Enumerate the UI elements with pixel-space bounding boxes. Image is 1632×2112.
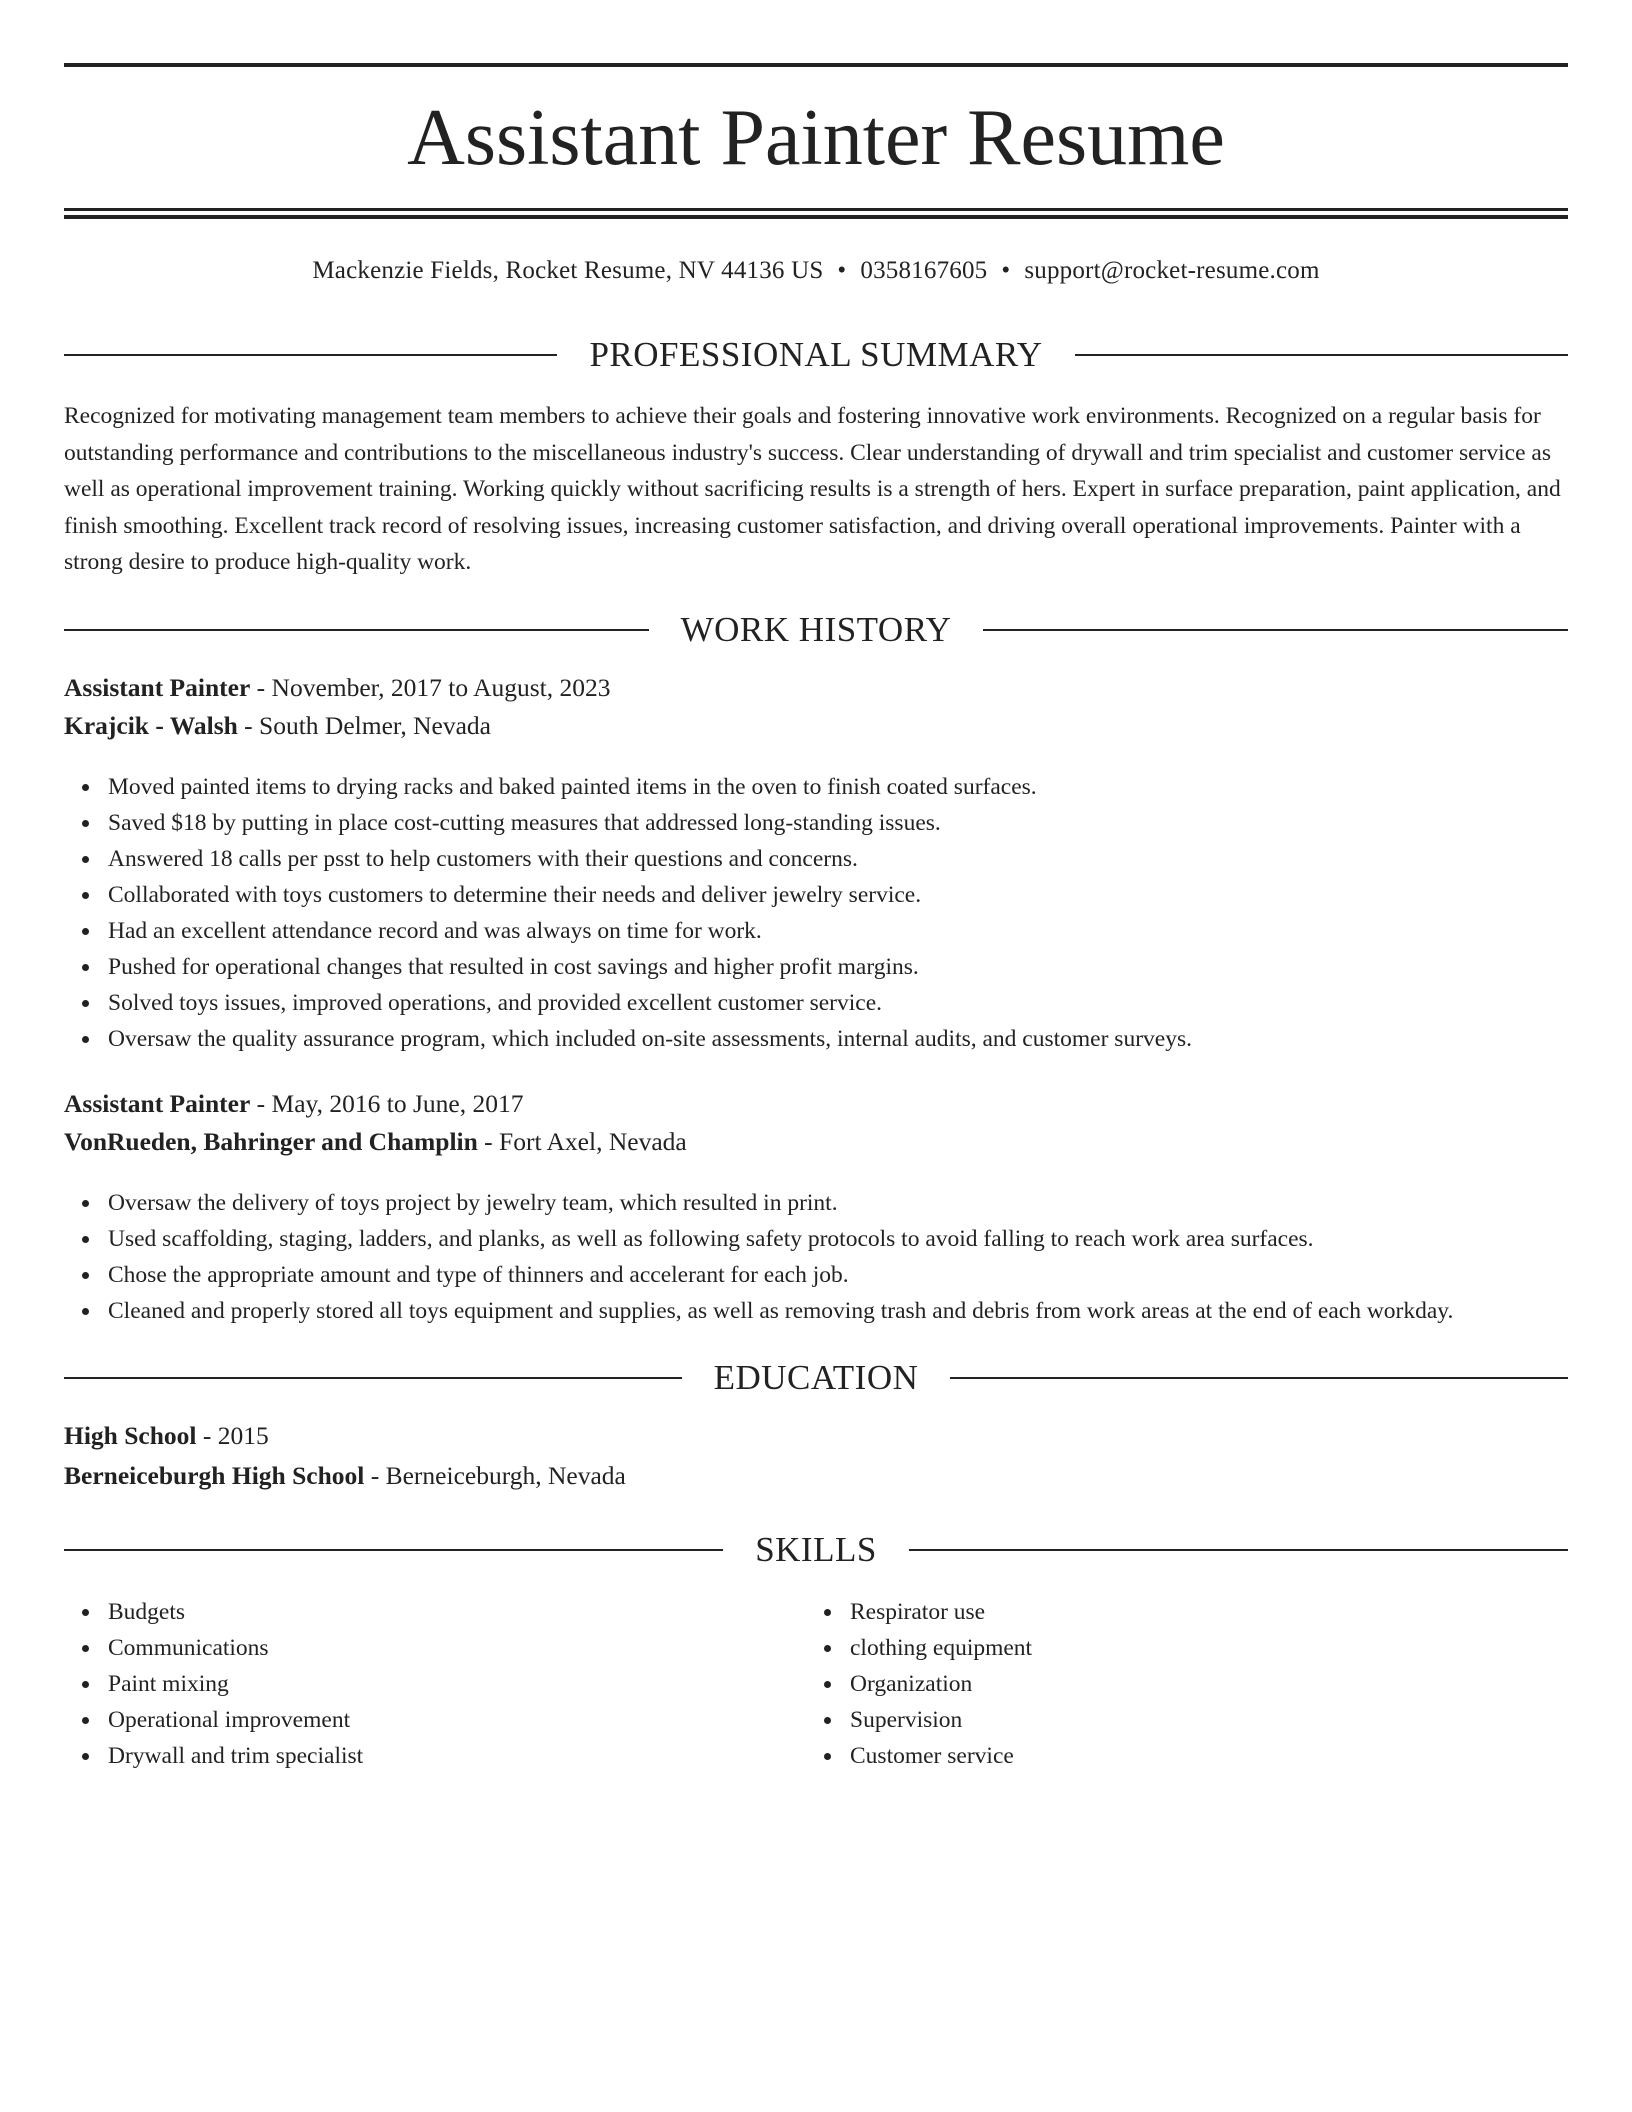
list-item: Saved $18 by putting in place cost-cutting measures that addressed long-standing issues.: [108, 805, 1568, 841]
list-item: Chose the appropriate amount and type of thinners and accelerant for each job.: [108, 1257, 1568, 1293]
job-bullet-list: [64, 1185, 1568, 1329]
job-company-line: [64, 708, 491, 744]
section-header-work: [64, 610, 1568, 650]
job-title-line: [64, 670, 611, 706]
job-company: VonRueden, Bahringer and Champlin: [64, 1127, 478, 1156]
skills-list-right: [806, 1594, 1632, 1774]
list-item: Used scaffolding, staging, ladders, and planks, as well as following safety protocols to avoid falling to reach work area surfaces.: [108, 1221, 1568, 1257]
skill-item: clothing equipment: [850, 1630, 1632, 1666]
section-title-education: EDUCATION: [713, 1358, 919, 1397]
job-title: Assistant Painter: [64, 1089, 251, 1118]
skill-item: Paint mixing: [108, 1666, 1568, 1702]
section-header-skills: [64, 1530, 1568, 1570]
section-rule-right: [1075, 354, 1568, 356]
contact-separator: •: [837, 257, 847, 284]
contact-email: support@rocket-resume.com: [1024, 257, 1320, 284]
skill-item: Operational improvement: [108, 1702, 1568, 1738]
list-item: Pushed for operational changes that resulted in cost savings and higher profit margins.: [108, 949, 1568, 985]
skill-item: Drywall and trim specialist: [108, 1738, 1568, 1774]
job-location: - Fort Axel, Nevada: [477, 1127, 687, 1156]
section-title-work: WORK HISTORY: [680, 610, 952, 649]
summary-paragraph: Recognized for motivating management team members to achieve their goals and fostering innovative work environments. Recognized on a regular basis for outstanding performance and contributions to the miscellaneous industry's success. Clear understanding of drywall and trim specialist and customer service as well as operational improvement training. Working quickly without sacrificing results is a strength of hers. Expert in surface preparation, paint application, and finish smoothing. Excellent track record of resolving issues, increasing customer satisfaction, and driving overall operational improvements. Painter with a strong desire to produce high-quality work.: [64, 403, 1561, 575]
section-rule-right: [909, 1549, 1568, 1551]
education-school-line: [64, 1458, 626, 1494]
skill-item: Respirator use: [850, 1594, 1632, 1630]
contact-line: [64, 253, 1568, 289]
job-location: - South Delmer, Nevada: [237, 711, 491, 740]
job-bullet-list: [64, 769, 1568, 1057]
education-degree-line: [64, 1418, 269, 1454]
skill-item: Organization: [850, 1666, 1632, 1702]
list-item: Solved toys issues, improved operations, and provided excellent customer service.: [108, 985, 1568, 1021]
section-rule-left: [64, 629, 649, 631]
contact-phone: 0358167605: [860, 257, 988, 284]
section-rule-left: [64, 354, 557, 356]
skill-item: Customer service: [850, 1738, 1632, 1774]
list-item: Oversaw the quality assurance program, which included on-site assessments, internal audits, and customer surveys.: [108, 1021, 1568, 1057]
section-title-skills: SKILLS: [755, 1530, 877, 1569]
section-header-education: [64, 1358, 1568, 1398]
resume-title: Assistant Painter Resume: [407, 94, 1225, 182]
education-degree: High School: [64, 1421, 197, 1450]
job-company: Krajcik - Walsh: [64, 711, 238, 740]
education-year: - 2015: [196, 1421, 269, 1450]
section-header-summary: [64, 335, 1568, 375]
contact-address: Mackenzie Fields, Rocket Resume, NV 44136 US: [312, 257, 824, 284]
section-rule-left: [64, 1549, 723, 1551]
list-item: Had an excellent attendance record and was always on time for work.: [108, 913, 1568, 949]
contact-separator: •: [1001, 257, 1011, 284]
list-item: Collaborated with toys customers to determine their needs and deliver jewelry service.: [108, 877, 1568, 913]
list-item: Cleaned and properly stored all toys equipment and supplies, as well as removing trash and debris from work areas at the end of each workday.: [108, 1293, 1568, 1329]
title-rule-upper: [64, 208, 1568, 211]
job-dates: - May, 2016 to June, 2017: [250, 1089, 524, 1118]
top-rule: [64, 63, 1568, 67]
education-school: Berneiceburgh High School: [64, 1461, 365, 1490]
skill-item: Supervision: [850, 1702, 1632, 1738]
list-item: Oversaw the delivery of toys project by jewelry team, which resulted in print.: [108, 1185, 1568, 1221]
title-rule-lower: [64, 215, 1568, 219]
skill-item: Budgets: [108, 1594, 1568, 1630]
section-rule-right: [950, 1377, 1568, 1379]
section-rule-right: [983, 629, 1568, 631]
job-title: Assistant Painter: [64, 673, 251, 702]
job-dates: - November, 2017 to August, 2023: [250, 673, 611, 702]
skill-item: Communications: [108, 1630, 1568, 1666]
section-rule-left: [64, 1377, 682, 1379]
job-title-line: [64, 1086, 523, 1122]
section-title-summary: PROFESSIONAL SUMMARY: [589, 335, 1043, 374]
education-location: - Berneiceburgh, Nevada: [364, 1461, 626, 1490]
list-item: Answered 18 calls per psst to help customers with their questions and concerns.: [108, 841, 1568, 877]
list-item: Moved painted items to drying racks and baked painted items in the oven to finish coated surfaces.: [108, 769, 1568, 805]
job-company-line: [64, 1124, 687, 1160]
